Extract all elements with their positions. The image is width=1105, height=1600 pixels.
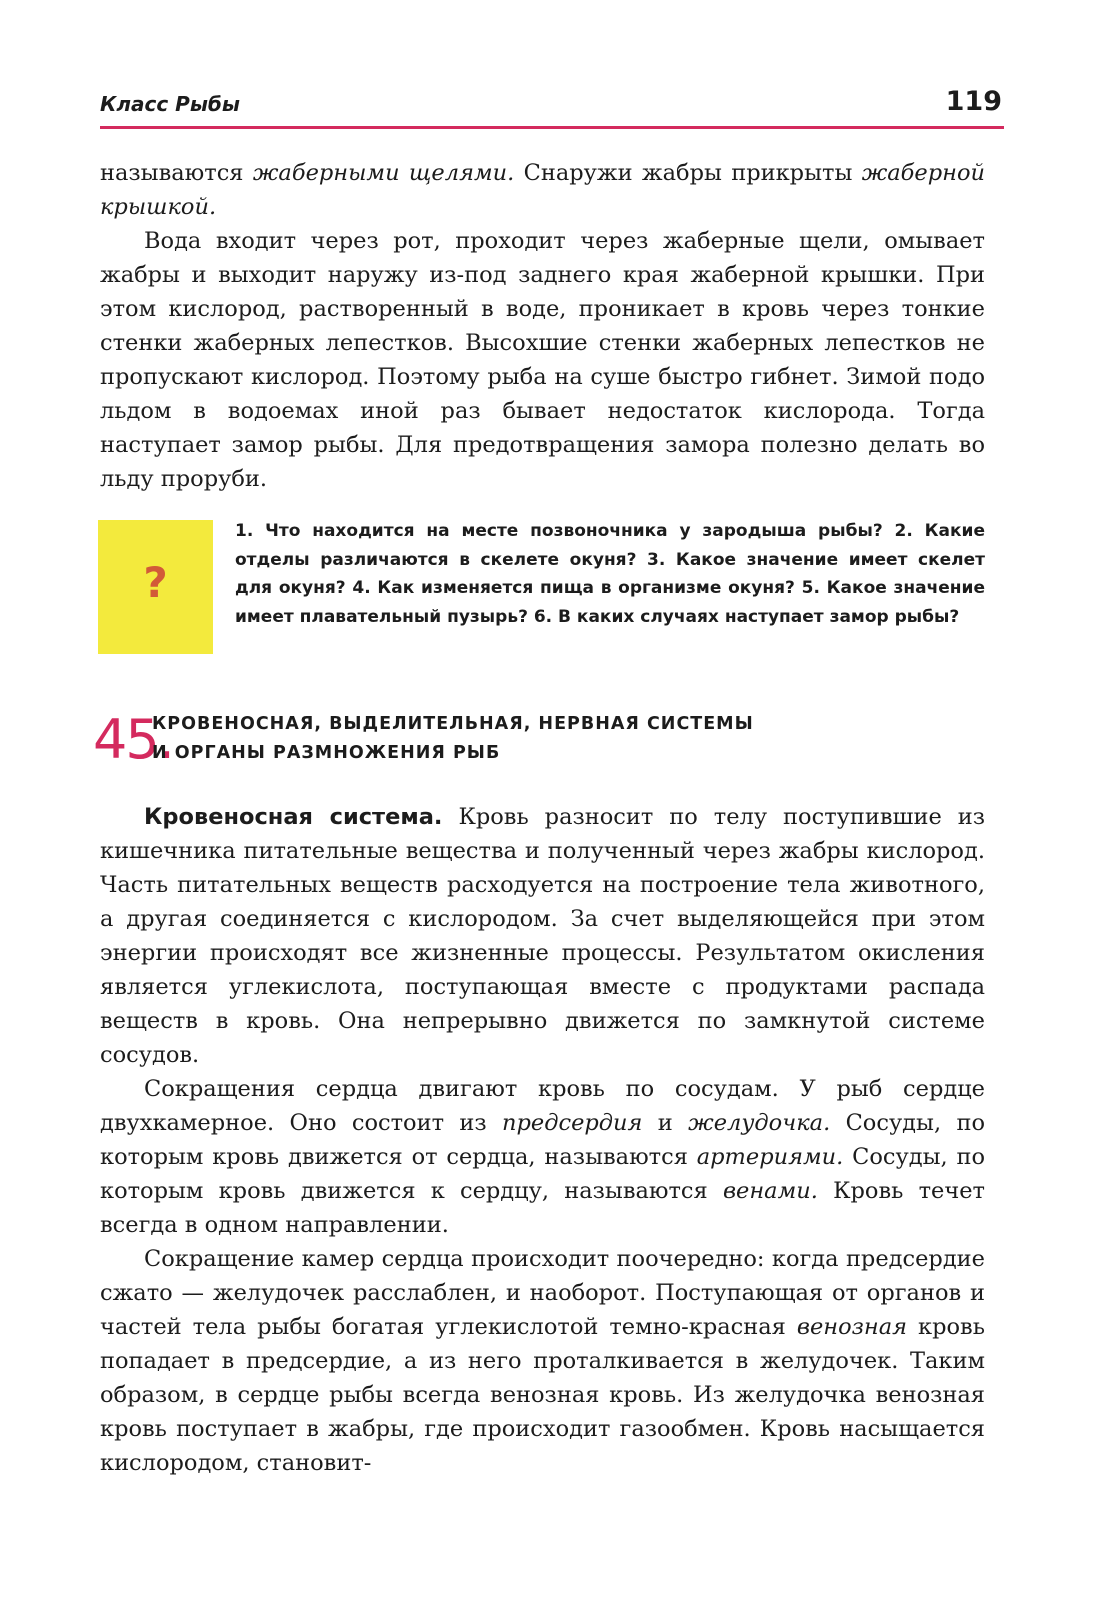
paragraph-2: Вода входит через рот, проходит через жаберные щели, омывает жабры и выходит наружу из-под заднего края жаберной крышки. При этом кислород, растворенный в воде, проникает в кровь через тонкие стенки жаберных лепестков. Высохшие стенки жаберных лепестков не пропускают кислород. Поэтому рыба на суше быстро гибнет. Зимой подо льдом в водоемах иной раз бывает недостаток кислорода. Тогда наступает замор рыбы. Для предотвращения замора полезно делать во льду проруби. xyxy=(100,228,985,492)
term-atrium: предсердия xyxy=(502,1110,643,1136)
text-span: Сокращение камер сердца происходит поочередно: когда предсердие сжато — желудочек расслаблен, и наоборот. Поступающая от органов и частей тела рыбы богатая углекислотой темно-красная xyxy=(100,1246,985,1340)
text-span: называются xyxy=(100,160,253,186)
running-head xyxy=(100,86,1004,129)
term-veins: венами. xyxy=(722,1178,818,1204)
term-venous: венозная xyxy=(796,1314,908,1340)
term-arteries: артериями. xyxy=(696,1144,844,1170)
term-ventricle: желудочка. xyxy=(688,1110,831,1136)
section-heading-line-2: И ОРГАНЫ РАЗМНОЖЕНИЯ РЫБ xyxy=(152,743,501,763)
question-box xyxy=(98,520,213,654)
text-span: кровь попадает в предсердие, а из него проталкивается в желудочек. Таким образом, в сердце рыбы всегда венозная кровь. Из желудочка венозная кровь поступает в жабры, где происходит газообмен. Кровь насыщается кислородом, становит- xyxy=(100,1314,985,1476)
text-span: Кровь разносит по телу поступившие из кишечника питательные вещества и полученный через жабры кислород. Часть питательных веществ расходуется на построение тела животного, а другая соединяется с кислородом. За счет выделяющейся при этом энергии происходят все жизненные процессы. Результатом окисления является углекислота, поступающая вместе с продуктами распада веществ в кровь. Она непрерывно движется по замкнутой системе сосудов. xyxy=(100,804,985,1068)
subsection-lead: Кровеносная система. xyxy=(144,804,443,830)
paragraph-1 xyxy=(100,156,985,224)
term-gill-slits: жаберными щелями. xyxy=(252,160,515,186)
section-number: 45. xyxy=(93,708,173,771)
section-heading-line-1: КРОВЕНОСНАЯ, ВЫДЕЛИТЕЛЬНАЯ, НЕРВНАЯ СИСТЕМЫ xyxy=(152,714,754,734)
text-span: Снаружи жабры прикрыты xyxy=(514,160,862,186)
text-span: Сокращения сердца двигают кровь по сосудам. У рыб сердце двухкамерное. Оно состоит из xyxy=(100,1076,985,1136)
paragraph-4 xyxy=(100,1072,985,1242)
text-span: Кровь течет всегда в одном направлении. xyxy=(100,1178,985,1238)
review-questions: 1. Что находится на месте позвоночника у зародыша рыбы? 2. Какие отделы различаются в скелете окуня? 3. Какое значение имеет скелет для окуня? 4. Как изменяется пища в организме окуня? 5. Какое значение имеет плавательный пузырь? 6. В каких случаях наступает замор рыбы? xyxy=(235,521,985,628)
term-gill-cover: жаберной крышкой. xyxy=(100,160,985,220)
paragraph-5 xyxy=(100,1242,985,1480)
text-span: Сосуды, по которым кровь движется к сердцу, называются xyxy=(100,1144,985,1204)
text-span: и xyxy=(642,1110,689,1136)
section-title: Класс Рыбы xyxy=(100,92,240,116)
page-number: 119 xyxy=(945,86,1002,117)
section-heading xyxy=(152,710,792,768)
paragraph-3 xyxy=(100,800,985,1072)
text-span: Сосуды, по которым кровь движется от сердца, называются xyxy=(100,1110,985,1170)
question-mark-icon: ? xyxy=(143,558,168,607)
